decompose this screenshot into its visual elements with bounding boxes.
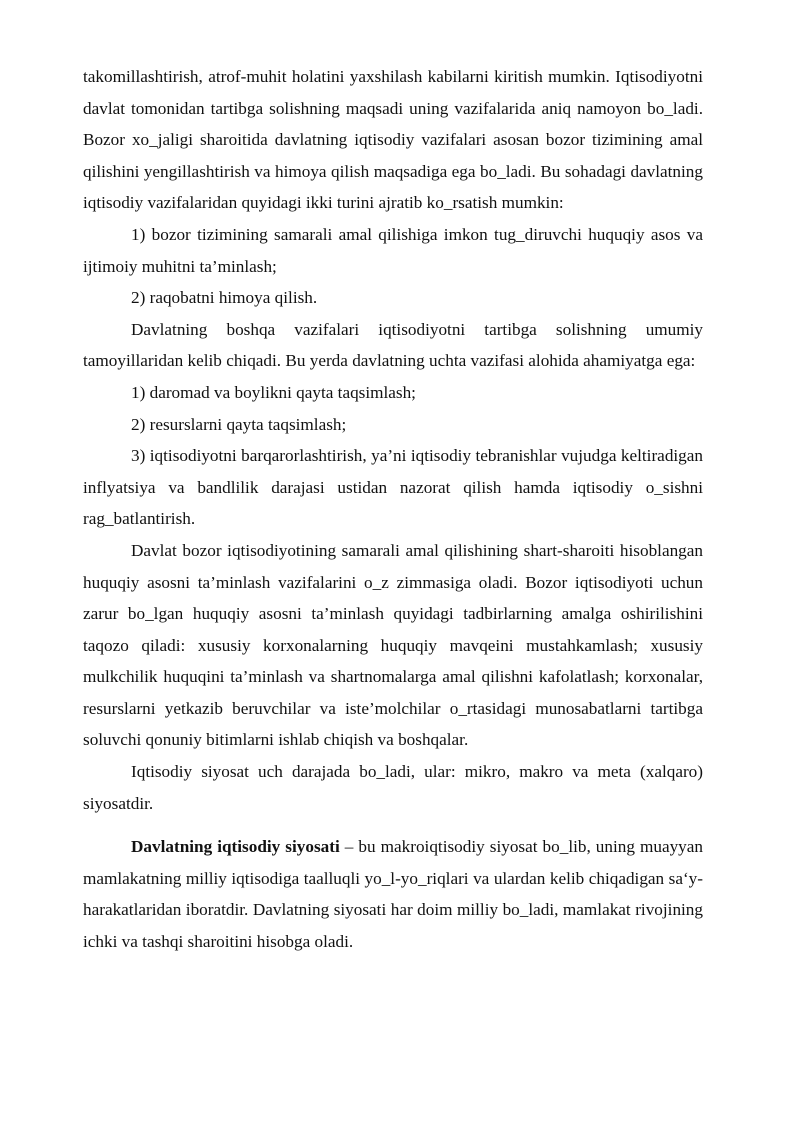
list-item-stabilization: 3) iqtisodiyotni barqarorlashtirish, ya’ni iqtisodiy tebranishlar vujudga keltiradigan inflyatsiya va bandlilik darajasi ustidan nazorat qilish hamda iqtisodiy o_sishni rag_batlantirish. [83, 446, 703, 529]
document-body [83, 61, 703, 958]
paragraph-policy-levels: Iqtisodiy siyosat uch darajada bo_ladi, ular: mikro, makro va meta (xalqaro) siyosatdir. [83, 762, 703, 813]
list-item-competition: 2) raqobatni himoya qilish. [131, 288, 318, 308]
paragraph-economic-policy [83, 831, 703, 957]
paragraph-other-functions: Davlatning boshqa vazifalari iqtisodiyotni tartibga solishning umumiy tamoyillaridan kelib chiqadi. Bu yerda davlatning uchta vazifasi alohida ahamiyatga ega: [83, 319, 703, 371]
definition-economic-policy: – bu makroiqtisodiy siyosat bo_lib, uning muayyan mamlakatning milliy iqtisodiga taalluqli yo_l-yo_riqlari va ulardan kelib chiqadigan sa‘y-harakatlaridan iboratdir. Davlatning siyosati har doim milliy bo_ladi, mamlakat rivojining ichki va tashqi sharoitini hisobga oladi. [83, 837, 704, 952]
list-item-resource-redistribution: 2) resurslarni qayta taqsimlash; [131, 414, 347, 434]
paragraph-intro: takomillashtirish, atrof-muhit holatini yaxshilash kabilarni kiritish mumkin. Iqtisodiyotni davlat tomonidan tartibga solishning maqsadi uning vazifalarida aniq namoyon bo_ladi. Bozor xo_jaligi sharoitida davlatning iqtisodiy vazifalari asosan bozor tizimining amal qilishini yengillashtirish va himoya qilish maqsadiga ega bo_ladi. Bu sohadagi davlatning iqtisodiy vazifalaridan quyidagi ikki turini ajratib ko_rsatish mumkin: [83, 67, 703, 213]
list-item-income-redistribution: 1) daromad va boylikni qayta taqsimlash; [131, 382, 416, 402]
term-economic-policy: Davlatning iqtisodiy siyosati [131, 837, 340, 857]
list-item-legal-basis: 1) bozor tizimining samarali amal qilishiga imkon tug_diruvchi huquqiy asos va ijtimoiy muhitni ta’minlash; [83, 224, 703, 276]
paragraph-legal-basis: Davlat bozor iqtisodiyotining samarali amal qilishining shart-sharoiti hisoblangan huquqiy asosni ta’minlash vazifalarini o_z zimmasiga oladi. Bozor iqtisodiyoti uchun zarur bo_lgan huquqiy asosni ta’minlash quyidagi tadbirlarning amalga oshirilishini taqozo qiladi: xususiy korxonalarning huquqiy mavqeini mustahkamlash; xususiy mulkchilik huquqini ta’minlash va shartnomalarga amal qilishni kafolatlash; korxonalar, resurslarni yetkazib beruvchilar va iste’molchilar o_rtasidagi munosabatlarni tartibga soluvchi qonuniy bitimlarni ishlab chiqish va boshqalar. [83, 540, 703, 750]
